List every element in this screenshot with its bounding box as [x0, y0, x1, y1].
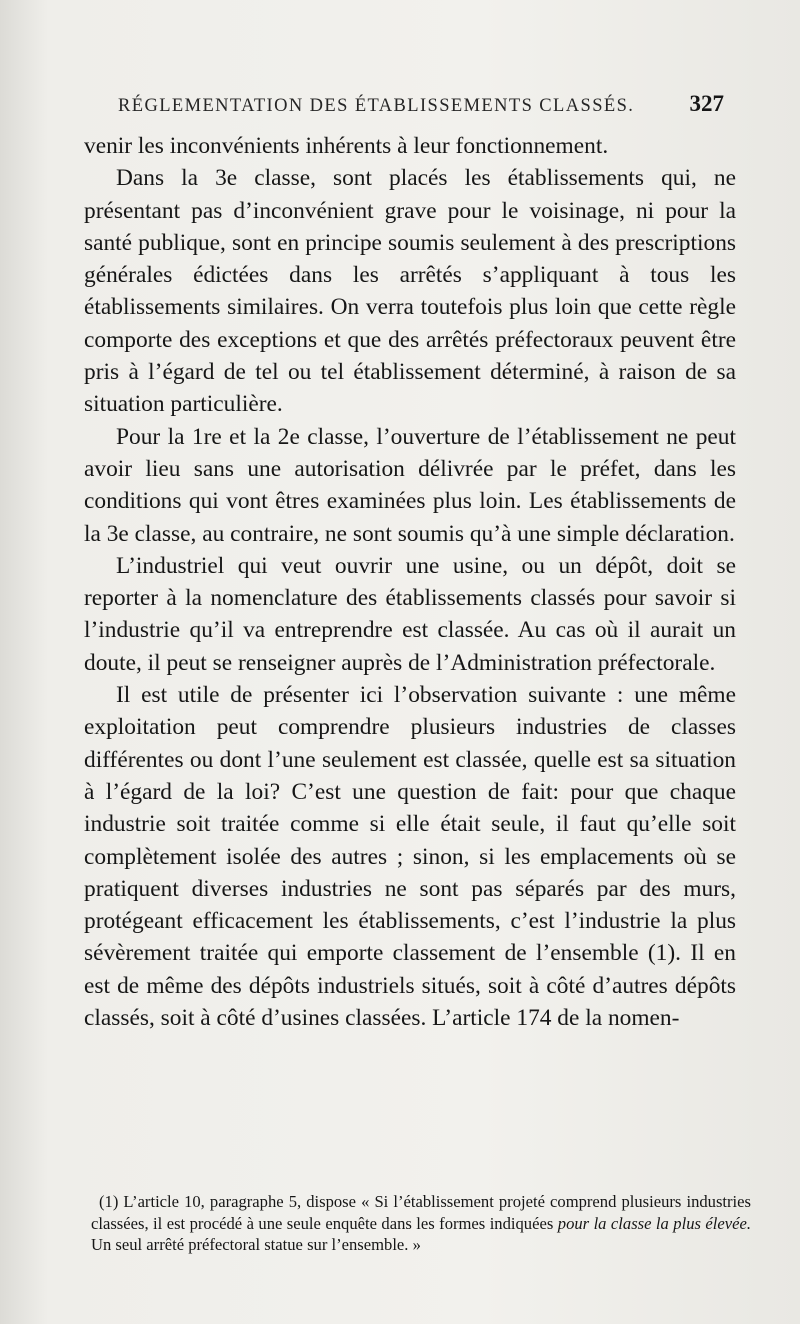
running-title: RÉGLEMENTATION DES ÉTABLISSEMENTS CLASSÉS. [118, 96, 635, 116]
footnote [91, 1191, 751, 1256]
paragraph-industrialist: L’industriel qui veut ouvrir une usine, ou un dépôt, doit se reporter à la nomenclature des établissements classés pour savoir si l’industrie qu’il va entreprendre est classée. Au cas où il aurait un doute, il peut se renseigner auprès de l’Administration préfectorale. [84, 552, 736, 676]
page-number: 327 [689, 91, 724, 116]
paragraph-third-class: Dans la 3e classe, sont placés les établissements qui, ne présentant pas d’inconvénient grave pour le voisinage, ni pour la santé publique, sont en principe soumis seulement à des prescriptions générales édictées dans les arrêtés s’appliquant à tous les établissements similaires. On verra toutefois plus loin que cette règle comporte des exceptions et que des arrêtés préfectoraux peuvent être pris à l’égard de tel ou tel établissement déterminé, à raison de sa situation particulière. [84, 165, 736, 418]
page-header [118, 91, 724, 121]
body-text [84, 130, 736, 1034]
paragraph-continuation: venir les inconvénients inhérents à leur fonctionnement. [84, 133, 609, 159]
footnote-italic: pour la classe la plus élevée. [557, 1213, 751, 1233]
paragraph-observation: Il est utile de présenter ici l’observation suivante : une même exploitation peut comprendre plusieurs industries de classes différentes ou dont l’une seulement est classée, quelle est sa situation à l’égard de la loi? C’est une question de fait: pour que chaque industrie soit traitée comme si elle était seule, il faut qu’elle soit complètement isolée des autres ; sinon, si les emplacements où se pratiquent diverses industries ne sont pas séparés par des murs, protégeant efficacement les établissements, c’est l’industrie la plus sévèrement traitée qui emporte classement de l’ensemble (1). Il en est de même des dépôts industriels situés, soit à côté d’autres dépôts classés, soit à côté d’usines classées. L’article 174 de la nomen- [84, 682, 736, 1032]
footnote-lead: (1) L’article 10, paragraphe 5, dispose « Si l’établissement projeté comprend plusieurs industries classées, il est procédé à une seule enquête dans les formes indiquées [91, 1192, 751, 1233]
footnote-tail: Un seul arrêté préfectoral statue sur l’ensemble. » [91, 1235, 421, 1254]
paragraph-first-second-class: Pour la 1re et la 2e classe, l’ouverture de l’établissement ne peut avoir lieu sans une autorisation délivrée par le préfet, dans les conditions qui vont êtres examinées plus loin. Les établissements de la 3e classe, au contraire, ne sont soumis qu’à une simple déclaration. [84, 423, 736, 547]
